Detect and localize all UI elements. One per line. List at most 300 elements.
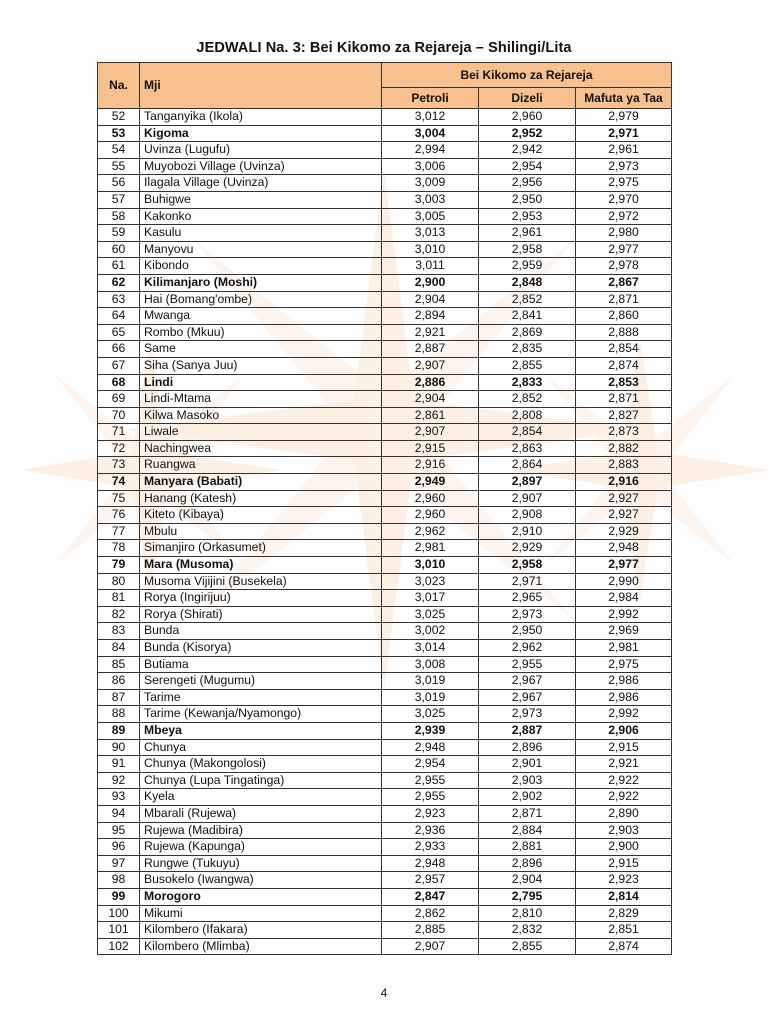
cell-petrol: 3,010 (382, 557, 479, 574)
cell-diesel: 2,897 (479, 474, 576, 491)
cell-kerosene: 2,922 (576, 789, 672, 806)
cell-petrol: 2,900 (382, 274, 479, 291)
cell-town: Uvinza (Lugufu) (140, 142, 382, 159)
table-row (98, 457, 672, 474)
cell-kerosene: 2,948 (576, 540, 672, 557)
cell-kerosene: 2,867 (576, 274, 672, 291)
cell-town: Kyela (140, 789, 382, 806)
cell-kerosene: 2,903 (576, 822, 672, 839)
cell-town: Rorya (Shirati) (140, 606, 382, 623)
cell-petrol: 3,017 (382, 590, 479, 607)
cell-diesel: 2,795 (479, 888, 576, 905)
cell-kerosene: 2,827 (576, 407, 672, 424)
cell-no: 80 (98, 573, 140, 590)
cell-petrol: 3,019 (382, 689, 479, 706)
cell-no: 88 (98, 706, 140, 723)
cell-petrol: 2,949 (382, 474, 479, 491)
table-row (98, 839, 672, 856)
table-row (98, 789, 672, 806)
table-row (98, 490, 672, 507)
table-row (98, 291, 672, 308)
cell-kerosene: 2,978 (576, 258, 672, 275)
table-row (98, 175, 672, 192)
cell-town: Same (140, 341, 382, 358)
cell-diesel: 2,855 (479, 938, 576, 955)
cell-no: 57 (98, 191, 140, 208)
table-row (98, 673, 672, 690)
cell-town: Mara (Musoma) (140, 557, 382, 574)
cell-petrol: 2,954 (382, 756, 479, 773)
cell-petrol: 2,955 (382, 772, 479, 789)
table-row (98, 805, 672, 822)
cell-kerosene: 2,929 (576, 523, 672, 540)
cell-petrol: 3,003 (382, 191, 479, 208)
cell-petrol: 3,014 (382, 640, 479, 657)
cell-town: Hai (Bomang'ombe) (140, 291, 382, 308)
cell-diesel: 2,904 (479, 872, 576, 889)
cell-town: Rungwe (Tukuyu) (140, 855, 382, 872)
cell-kerosene: 2,915 (576, 739, 672, 756)
cell-no: 52 (98, 109, 140, 126)
cell-town: Nachingwea (140, 440, 382, 457)
cell-no: 77 (98, 523, 140, 540)
cell-kerosene: 2,992 (576, 706, 672, 723)
cell-no: 72 (98, 440, 140, 457)
cell-diesel: 2,952 (479, 125, 576, 142)
cell-town: Chunya (140, 739, 382, 756)
cell-no: 97 (98, 855, 140, 872)
table-row (98, 706, 672, 723)
cell-petrol: 2,994 (382, 142, 479, 159)
cell-petrol: 2,904 (382, 391, 479, 408)
cell-diesel: 2,808 (479, 407, 576, 424)
table-row (98, 888, 672, 905)
cell-petrol: 2,862 (382, 905, 479, 922)
cell-kerosene: 2,971 (576, 125, 672, 142)
header-price-group: Bei Kikomo za Rejareja (382, 63, 672, 88)
cell-kerosene: 2,915 (576, 855, 672, 872)
cell-kerosene: 2,921 (576, 756, 672, 773)
cell-town: Serengeti (Mugumu) (140, 673, 382, 690)
table-row (98, 722, 672, 739)
cell-no: 99 (98, 888, 140, 905)
cell-town: Muyobozi Village (Uvinza) (140, 158, 382, 175)
cell-petrol: 2,861 (382, 407, 479, 424)
cell-diesel: 2,864 (479, 457, 576, 474)
cell-town: Buhigwe (140, 191, 382, 208)
cell-kerosene: 2,853 (576, 374, 672, 391)
cell-diesel: 2,908 (479, 507, 576, 524)
table-row (98, 606, 672, 623)
cell-no: 61 (98, 258, 140, 275)
cell-diesel: 2,810 (479, 905, 576, 922)
cell-town: Mbulu (140, 523, 382, 540)
cell-town: Bunda (140, 623, 382, 640)
cell-town: Lindi (140, 374, 382, 391)
table-row (98, 258, 672, 275)
cell-diesel: 2,967 (479, 689, 576, 706)
cell-town: Morogoro (140, 888, 382, 905)
table-row (98, 474, 672, 491)
cell-kerosene: 2,980 (576, 225, 672, 242)
cell-diesel: 2,973 (479, 706, 576, 723)
cell-no: 56 (98, 175, 140, 192)
cell-petrol: 2,886 (382, 374, 479, 391)
cell-diesel: 2,953 (479, 208, 576, 225)
cell-petrol: 2,907 (382, 357, 479, 374)
cell-town: Tanganyika (Ikola) (140, 109, 382, 126)
header-town: Mji (140, 63, 382, 109)
cell-kerosene: 2,990 (576, 573, 672, 590)
cell-town: Mbarali (Rujewa) (140, 805, 382, 822)
cell-no: 85 (98, 656, 140, 673)
cell-diesel: 2,942 (479, 142, 576, 159)
cell-diesel: 2,881 (479, 839, 576, 856)
cell-town: Ilagala Village (Uvinza) (140, 175, 382, 192)
cell-diesel: 2,863 (479, 440, 576, 457)
table-row (98, 440, 672, 457)
table-row (98, 938, 672, 955)
cell-kerosene: 2,888 (576, 324, 672, 341)
table-row (98, 374, 672, 391)
table-row (98, 623, 672, 640)
cell-kerosene: 2,873 (576, 424, 672, 441)
cell-petrol: 2,960 (382, 490, 479, 507)
cell-diesel: 2,910 (479, 523, 576, 540)
cell-petrol: 2,847 (382, 888, 479, 905)
cell-kerosene: 2,851 (576, 922, 672, 939)
cell-petrol: 3,002 (382, 623, 479, 640)
table-row (98, 407, 672, 424)
cell-no: 86 (98, 673, 140, 690)
cell-town: Kilombero (Mlimba) (140, 938, 382, 955)
cell-kerosene: 2,961 (576, 142, 672, 159)
cell-town: Tarime (140, 689, 382, 706)
cell-kerosene: 2,972 (576, 208, 672, 225)
table-row (98, 191, 672, 208)
cell-diesel: 2,961 (479, 225, 576, 242)
cell-petrol: 3,019 (382, 673, 479, 690)
cell-diesel: 2,833 (479, 374, 576, 391)
cell-kerosene: 2,975 (576, 175, 672, 192)
cell-no: 66 (98, 341, 140, 358)
cell-no: 63 (98, 291, 140, 308)
table-row (98, 341, 672, 358)
cell-diesel: 2,973 (479, 606, 576, 623)
table-row (98, 905, 672, 922)
cell-diesel: 2,852 (479, 291, 576, 308)
cell-petrol: 2,916 (382, 457, 479, 474)
cell-diesel: 2,896 (479, 739, 576, 756)
cell-diesel: 2,832 (479, 922, 576, 939)
cell-petrol: 3,011 (382, 258, 479, 275)
cell-diesel: 2,852 (479, 391, 576, 408)
cell-no: 98 (98, 872, 140, 889)
cell-petrol: 2,915 (382, 440, 479, 457)
table-row (98, 689, 672, 706)
cell-no: 76 (98, 507, 140, 524)
cell-no: 73 (98, 457, 140, 474)
table-row (98, 922, 672, 939)
fuel-price-table (97, 62, 672, 955)
table-row (98, 855, 672, 872)
cell-diesel: 2,959 (479, 258, 576, 275)
cell-diesel: 2,835 (479, 341, 576, 358)
cell-town: Kasulu (140, 225, 382, 242)
table-row (98, 739, 672, 756)
cell-no: 93 (98, 789, 140, 806)
cell-no: 78 (98, 540, 140, 557)
header-petrol: Petroli (382, 88, 479, 109)
table-row (98, 590, 672, 607)
cell-diesel: 2,955 (479, 656, 576, 673)
cell-town: Siha (Sanya Juu) (140, 357, 382, 374)
cell-town: Chunya (Lupa Tingatinga) (140, 772, 382, 789)
cell-no: 101 (98, 922, 140, 939)
cell-no: 96 (98, 839, 140, 856)
cell-petrol: 3,025 (382, 706, 479, 723)
cell-kerosene: 2,860 (576, 308, 672, 325)
table-title: JEDWALI Na. 3: Bei Kikomo za Rejareja – Shilingi/Lita (196, 40, 572, 56)
cell-town: Ruangwa (140, 457, 382, 474)
cell-petrol: 3,012 (382, 109, 479, 126)
cell-town: Kilombero (Ifakara) (140, 922, 382, 939)
cell-kerosene: 2,874 (576, 938, 672, 955)
cell-town: Liwale (140, 424, 382, 441)
cell-petrol: 2,936 (382, 822, 479, 839)
cell-diesel: 2,962 (479, 640, 576, 657)
cell-kerosene: 2,986 (576, 673, 672, 690)
cell-petrol: 2,955 (382, 789, 479, 806)
cell-kerosene: 2,882 (576, 440, 672, 457)
page-number: 4 (380, 986, 388, 1000)
cell-no: 55 (98, 158, 140, 175)
cell-diesel: 2,965 (479, 590, 576, 607)
cell-petrol: 2,907 (382, 424, 479, 441)
cell-no: 87 (98, 689, 140, 706)
cell-town: Manyara (Babati) (140, 474, 382, 491)
cell-diesel: 2,950 (479, 191, 576, 208)
table-row (98, 656, 672, 673)
cell-no: 62 (98, 274, 140, 291)
cell-kerosene: 2,969 (576, 623, 672, 640)
cell-no: 95 (98, 822, 140, 839)
table-row (98, 208, 672, 225)
cell-petrol: 2,904 (382, 291, 479, 308)
cell-town: Hanang (Katesh) (140, 490, 382, 507)
cell-kerosene: 2,883 (576, 457, 672, 474)
cell-no: 67 (98, 357, 140, 374)
table-row (98, 158, 672, 175)
cell-town: Rorya (Ingirijuu) (140, 590, 382, 607)
cell-no: 82 (98, 606, 140, 623)
table-row (98, 241, 672, 258)
cell-kerosene: 2,900 (576, 839, 672, 856)
table-row (98, 540, 672, 557)
cell-town: Rujewa (Madibira) (140, 822, 382, 839)
cell-diesel: 2,848 (479, 274, 576, 291)
table-row (98, 142, 672, 159)
cell-diesel: 2,950 (479, 623, 576, 640)
cell-kerosene: 2,973 (576, 158, 672, 175)
cell-town: Rombo (Mkuu) (140, 324, 382, 341)
cell-diesel: 2,907 (479, 490, 576, 507)
table-row (98, 225, 672, 242)
cell-petrol: 2,981 (382, 540, 479, 557)
table-row (98, 557, 672, 574)
cell-no: 79 (98, 557, 140, 574)
cell-petrol: 2,957 (382, 872, 479, 889)
cell-petrol: 2,907 (382, 938, 479, 955)
cell-kerosene: 2,992 (576, 606, 672, 623)
header-no: Na. (98, 63, 140, 109)
cell-no: 90 (98, 739, 140, 756)
cell-kerosene: 2,890 (576, 805, 672, 822)
cell-kerosene: 2,977 (576, 557, 672, 574)
cell-town: Kigoma (140, 125, 382, 142)
cell-no: 89 (98, 722, 140, 739)
cell-no: 71 (98, 424, 140, 441)
cell-town: Kilwa Masoko (140, 407, 382, 424)
cell-no: 58 (98, 208, 140, 225)
cell-town: Musoma Vijijini (Busekela) (140, 573, 382, 590)
cell-petrol: 2,933 (382, 839, 479, 856)
table-row (98, 872, 672, 889)
cell-petrol: 2,885 (382, 922, 479, 939)
cell-diesel: 2,871 (479, 805, 576, 822)
cell-no: 64 (98, 308, 140, 325)
cell-petrol: 3,023 (382, 573, 479, 590)
cell-petrol: 3,004 (382, 125, 479, 142)
cell-diesel: 2,967 (479, 673, 576, 690)
cell-no: 84 (98, 640, 140, 657)
cell-kerosene: 2,927 (576, 507, 672, 524)
cell-diesel: 2,971 (479, 573, 576, 590)
cell-town: Kibondo (140, 258, 382, 275)
cell-kerosene: 2,984 (576, 590, 672, 607)
cell-diesel: 2,960 (479, 109, 576, 126)
cell-kerosene: 2,871 (576, 291, 672, 308)
cell-petrol: 3,008 (382, 656, 479, 673)
cell-diesel: 2,954 (479, 158, 576, 175)
cell-town: Mikumi (140, 905, 382, 922)
cell-kerosene: 2,922 (576, 772, 672, 789)
cell-kerosene: 2,975 (576, 656, 672, 673)
cell-no: 83 (98, 623, 140, 640)
cell-town: Chunya (Makongolosi) (140, 756, 382, 773)
cell-petrol: 3,009 (382, 175, 479, 192)
table-row (98, 640, 672, 657)
cell-no: 81 (98, 590, 140, 607)
table-row (98, 523, 672, 540)
cell-kerosene: 2,979 (576, 109, 672, 126)
cell-no: 74 (98, 474, 140, 491)
cell-no: 102 (98, 938, 140, 955)
cell-no: 69 (98, 391, 140, 408)
cell-diesel: 2,956 (479, 175, 576, 192)
cell-no: 59 (98, 225, 140, 242)
table-row (98, 822, 672, 839)
cell-no: 53 (98, 125, 140, 142)
table-body (98, 109, 672, 955)
table-row (98, 391, 672, 408)
cell-kerosene: 2,977 (576, 241, 672, 258)
cell-diesel: 2,902 (479, 789, 576, 806)
cell-diesel: 2,884 (479, 822, 576, 839)
cell-diesel: 2,887 (479, 722, 576, 739)
cell-town: Busokelo (Iwangwa) (140, 872, 382, 889)
cell-diesel: 2,854 (479, 424, 576, 441)
cell-town: Butiama (140, 656, 382, 673)
cell-no: 68 (98, 374, 140, 391)
cell-diesel: 2,901 (479, 756, 576, 773)
cell-no: 100 (98, 905, 140, 922)
cell-town: Mbeya (140, 722, 382, 739)
cell-kerosene: 2,916 (576, 474, 672, 491)
cell-town: Kilimanjaro (Moshi) (140, 274, 382, 291)
table-row (98, 756, 672, 773)
cell-no: 75 (98, 490, 140, 507)
cell-kerosene: 2,874 (576, 357, 672, 374)
table-row (98, 324, 672, 341)
cell-town: Simanjiro (Orkasumet) (140, 540, 382, 557)
cell-petrol: 2,939 (382, 722, 479, 739)
cell-no: 94 (98, 805, 140, 822)
table-row (98, 573, 672, 590)
cell-diesel: 2,903 (479, 772, 576, 789)
cell-petrol: 2,923 (382, 805, 479, 822)
table-row (98, 357, 672, 374)
table-row (98, 772, 672, 789)
cell-kerosene: 2,906 (576, 722, 672, 739)
cell-no: 91 (98, 756, 140, 773)
header-diesel: Dizeli (479, 88, 576, 109)
cell-no: 65 (98, 324, 140, 341)
cell-petrol: 3,010 (382, 241, 479, 258)
cell-no: 60 (98, 241, 140, 258)
cell-town: Rujewa (Kapunga) (140, 839, 382, 856)
cell-petrol: 2,894 (382, 308, 479, 325)
cell-no: 54 (98, 142, 140, 159)
cell-petrol: 2,921 (382, 324, 479, 341)
cell-diesel: 2,958 (479, 241, 576, 258)
cell-diesel: 2,841 (479, 308, 576, 325)
cell-petrol: 2,962 (382, 523, 479, 540)
cell-kerosene: 2,871 (576, 391, 672, 408)
cell-petrol: 2,948 (382, 855, 479, 872)
table-row (98, 109, 672, 126)
cell-petrol: 3,005 (382, 208, 479, 225)
cell-petrol: 2,948 (382, 739, 479, 756)
cell-diesel: 2,929 (479, 540, 576, 557)
cell-kerosene: 2,814 (576, 888, 672, 905)
cell-kerosene: 2,927 (576, 490, 672, 507)
cell-kerosene: 2,854 (576, 341, 672, 358)
cell-diesel: 2,869 (479, 324, 576, 341)
cell-kerosene: 2,923 (576, 872, 672, 889)
cell-town: Tarime (Kewanja/Nyamongo) (140, 706, 382, 723)
cell-petrol: 2,960 (382, 507, 479, 524)
header-kerosene: Mafuta ya Taa (576, 88, 672, 109)
cell-no: 70 (98, 407, 140, 424)
cell-town: Lindi-Mtama (140, 391, 382, 408)
cell-town: Kiteto (Kibaya) (140, 507, 382, 524)
cell-town: Manyovu (140, 241, 382, 258)
cell-town: Bunda (Kisorya) (140, 640, 382, 657)
cell-diesel: 2,855 (479, 357, 576, 374)
cell-petrol: 3,013 (382, 225, 479, 242)
cell-kerosene: 2,981 (576, 640, 672, 657)
